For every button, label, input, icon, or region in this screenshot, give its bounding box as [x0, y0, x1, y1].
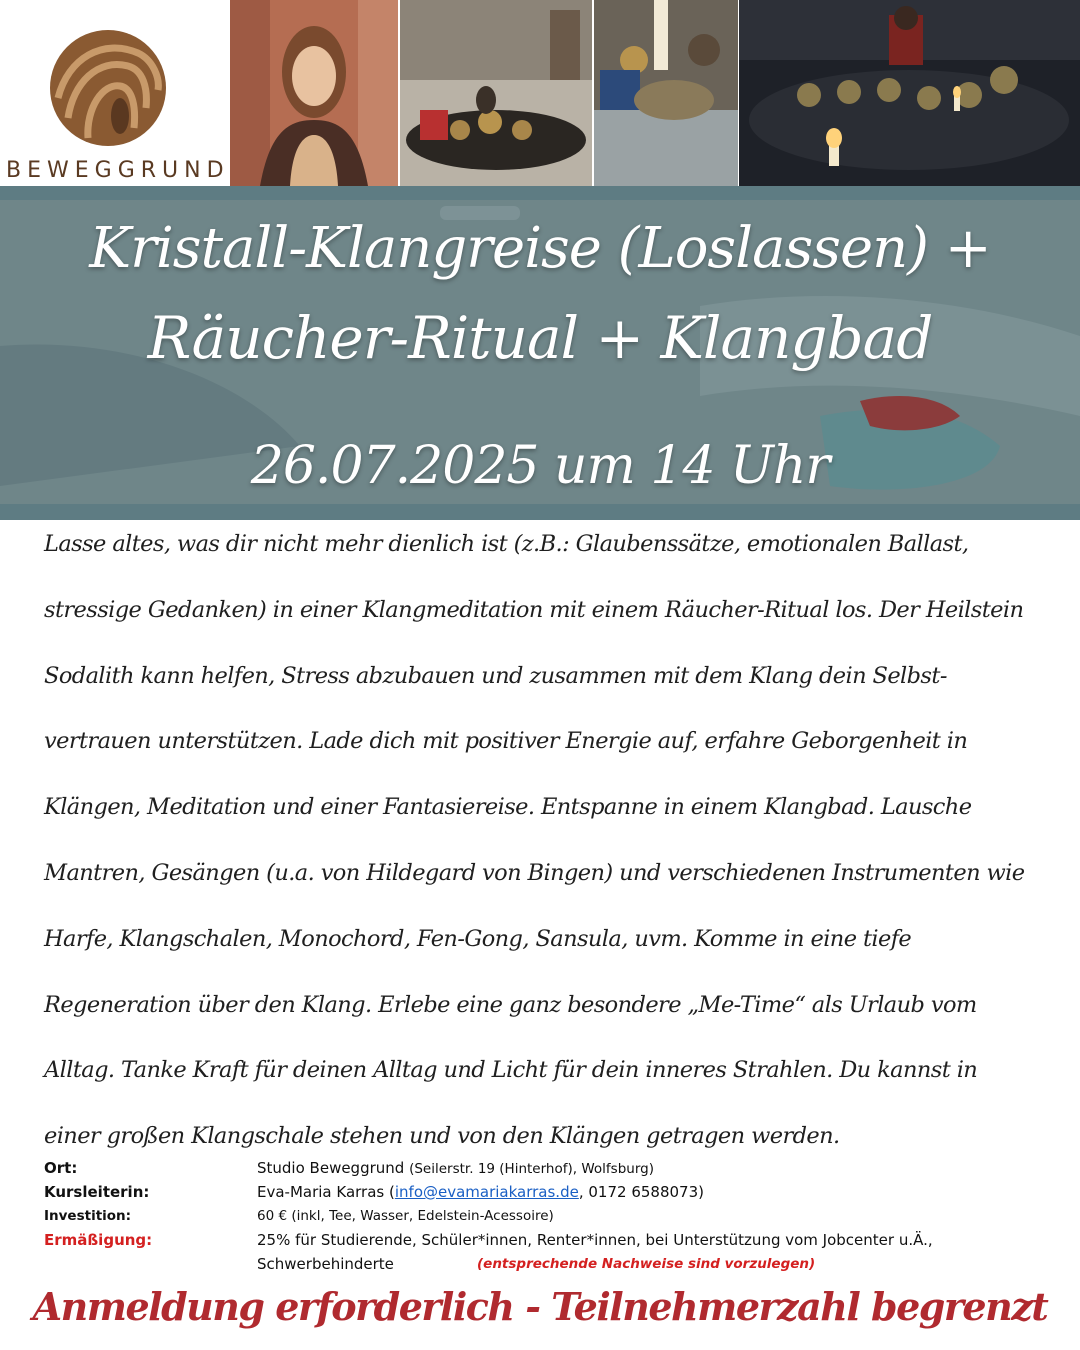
- description-line: einer großen Klangschale stehen und von den Klängen getragen werden.: [44, 1123, 840, 1150]
- beweggrund-stone-logo-icon: [48, 28, 168, 148]
- info-row-instructor: [44, 1180, 1044, 1204]
- header-photo-strip: [0, 0, 1080, 186]
- info-row-location: [44, 1156, 1044, 1180]
- description-line: Alltag. Tanke Kraft für deinen Alltag und Licht für dein inneres Strahlen. Du kannst in: [44, 1057, 978, 1084]
- description-line: Mantren, Gesängen (u.a. von Hildegard von Bingen) und verschiedenen Instrumenten wie: [44, 859, 1025, 886]
- portrait-photo: [230, 0, 398, 186]
- description-line: stressige Gedanken) in einer Klangmeditation mit einem Räucher-Ritual los. Der Heilstein: [44, 596, 1024, 623]
- info-row-discount-cont: [44, 1252, 1044, 1276]
- description-line: Klängen, Meditation und einer Fantasiereise. Entspanne in einem Klangbad. Lausche: [44, 794, 972, 821]
- description-line: Lasse altes, was dir nicht mehr dienlich ist (z.B.: Glaubenssätze, emotionalen Ballast,: [44, 531, 969, 557]
- event-info: [44, 1156, 1044, 1276]
- description-line: Sodalith kann helfen, Stress abzubauen und zusammen mit dem Klang dein Selbst-: [44, 662, 947, 689]
- instructor-name: Eva-Maria Karras (: [257, 1183, 395, 1201]
- location-address: (Seilerstr. 19 (Hinterhof), Wolfsburg): [409, 1161, 654, 1177]
- description-line: Regeneration über den Klang. Erlebe eine ganz besondere „Me-Time“ als Urlaub vom: [44, 991, 977, 1018]
- title-line-1: Kristall-Klangreise (Loslassen) +: [89, 216, 991, 281]
- discount-value: 25% für Studierende, Schüler*innen, Renter*innen, bei Unterstützung vom Jobcenter u.Ä.,: [257, 1231, 933, 1249]
- logo: [0, 0, 230, 186]
- price-value: 60 € (inkl, Tee, Wasser, Edelstein-Acessoire): [257, 1208, 554, 1224]
- price-label: Investition:: [44, 1208, 132, 1224]
- candlelit-sound-bath-photo: [739, 0, 1080, 186]
- registration-notice: Anmeldung erforderlich - Teilnehmerzahl begrenzt: [32, 1284, 1048, 1329]
- location-label: Ort:: [44, 1159, 78, 1177]
- sound-bowl-session-photo: [400, 0, 592, 186]
- description-line: Harfe, Klangschalen, Monochord, Fen-Gong, Sansula, uvm. Komme in eine tiefe: [44, 925, 912, 952]
- proof-note: (entsprechende Nachweise sind vorzulegen): [477, 1256, 816, 1272]
- title-banner: [0, 186, 1080, 520]
- location-name: Studio Beweggrund: [257, 1159, 405, 1177]
- info-row-price: [44, 1204, 1044, 1228]
- instructor-phone: , 0172 6588073): [578, 1183, 704, 1201]
- brand-name: BEWEGGRUND: [6, 158, 230, 183]
- instructor-value: [257, 1180, 704, 1204]
- discount-label: Ermäßigung:: [44, 1231, 153, 1249]
- email-link[interactable]: info@evamariakarras.de: [394, 1183, 579, 1201]
- info-row-discount: [44, 1228, 1044, 1252]
- discount-value-cont: Schwerbehinderte: [257, 1255, 394, 1273]
- event-date: 26.07.2025 um 14 Uhr: [250, 436, 830, 496]
- location-value: [257, 1156, 654, 1181]
- title-line-2: Räucher-Ritual + Klangbad: [147, 304, 933, 372]
- description-line: vertrauen unterstützen. Lade dich mit positiver Energie auf, erfahre Geborgenheit in: [44, 728, 968, 755]
- description: [44, 512, 1044, 1170]
- instructor-label: Kursleiterin:: [44, 1183, 150, 1201]
- crystals-and-bowls-photo: [594, 0, 738, 186]
